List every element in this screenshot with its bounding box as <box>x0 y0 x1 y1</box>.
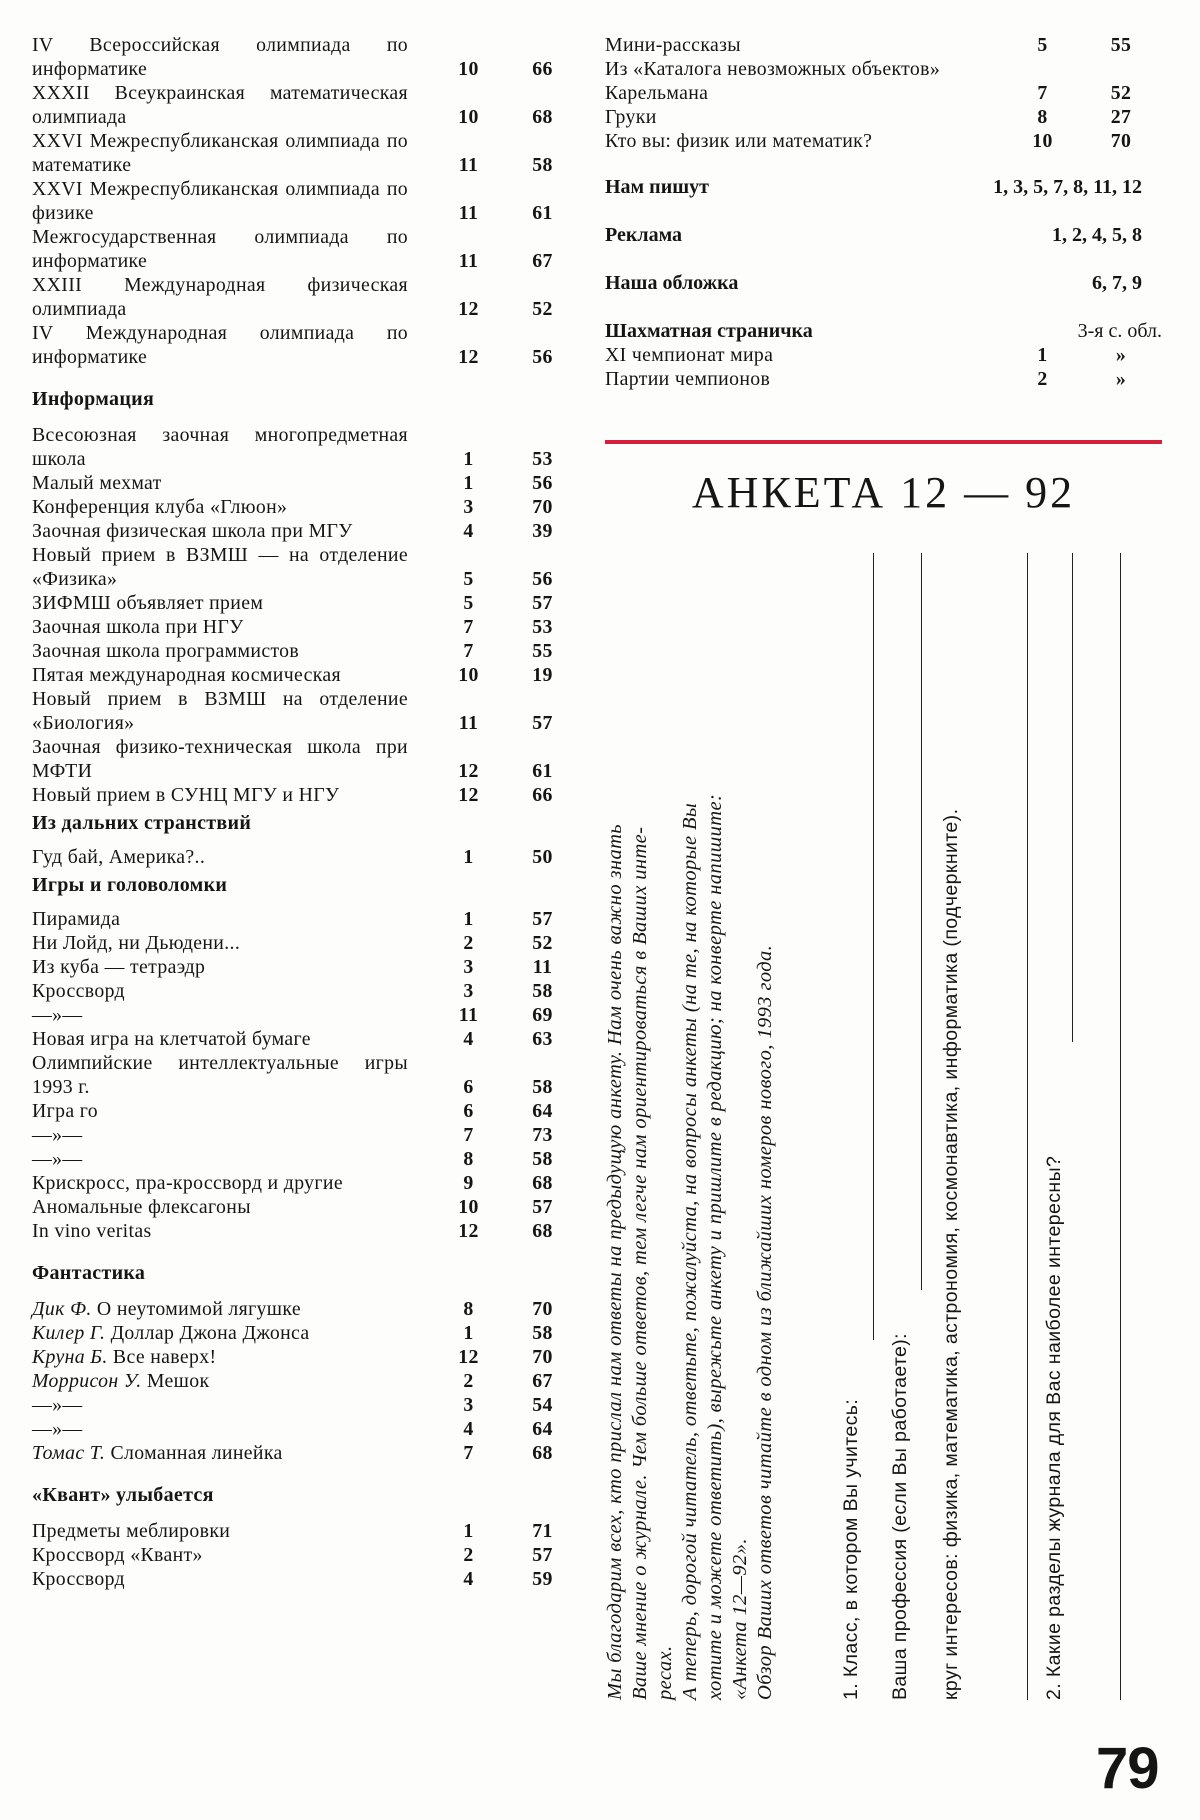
page-ref: 73 <box>532 1124 553 1146</box>
page-ref: 57 <box>532 592 553 614</box>
right-top-list <box>605 33 1162 153</box>
entry-title: Межгосударственная олимпиада по информатике <box>32 226 408 272</box>
right-sections <box>605 175 1162 295</box>
entry-title: XI чемпионат мира <box>605 344 774 366</box>
issue-number: 7 <box>463 1124 474 1146</box>
entry-title: Пятая международная космическая <box>32 664 341 686</box>
games-entry <box>32 931 580 955</box>
entry-title: XXIII Международная физическая олимпиада <box>32 274 408 320</box>
section-heading-smiles: «Квант» улыбается <box>32 1484 214 1506</box>
entry-title: XXVI Межреспубликанская олимпиада по физике <box>32 178 408 224</box>
questionnaire-intro-line: «Анкета 12—92». <box>729 1538 751 1700</box>
issue-number: 11 <box>458 712 479 734</box>
section-heading-info: Информация <box>32 388 155 410</box>
smiles-list <box>32 1519 580 1591</box>
issue-number: 1 <box>463 1322 474 1344</box>
issue-number: 3 <box>463 496 474 518</box>
fiction-entry <box>32 1417 580 1441</box>
games-list <box>32 907 580 1243</box>
fiction-entry <box>32 1441 580 1465</box>
info-entry <box>32 663 580 687</box>
page-ref: 70 <box>532 1346 553 1368</box>
games-entry <box>32 1099 580 1123</box>
page-ref: 67 <box>532 1370 553 1392</box>
section-heading: Нам пишут <box>605 176 709 198</box>
entry-title: Предметы меблировки <box>32 1520 231 1542</box>
entry-title: —»— <box>32 1148 83 1170</box>
page-ref: 64 <box>532 1100 553 1122</box>
issue-number: 11 <box>458 250 479 272</box>
info-entry <box>32 591 580 615</box>
fiction-entry <box>32 1393 580 1417</box>
issue-number: 12 <box>458 1220 479 1242</box>
issue-number: 5 <box>463 568 474 590</box>
question-interests: круг интересов: физика, математика, астрономия, космонавтика, информатика (подчеркните). <box>940 808 962 1700</box>
issue-number: 2 <box>463 932 474 954</box>
issue-number: 8 <box>463 1298 474 1320</box>
issues-section <box>605 223 1162 247</box>
games-entry <box>32 1171 580 1195</box>
entry-title: Груки <box>605 106 657 128</box>
entry-title: Круна Б. Все наверх! <box>32 1346 217 1368</box>
right-column <box>605 33 1162 391</box>
page-ref: 67 <box>532 250 553 272</box>
issue-number: 1 <box>463 1520 474 1542</box>
entry-author: Дик Ф. <box>32 1298 92 1320</box>
answer-line[interactable] <box>921 553 922 1290</box>
entry-author: Моррисон У. <box>32 1370 142 1392</box>
page-ref: 50 <box>532 846 553 868</box>
issue-number: 5 <box>463 592 474 614</box>
issue-number: 12 <box>458 298 479 320</box>
entry-title: Килер Г. Доллар Джона Джонса <box>32 1322 310 1344</box>
smiles-entry <box>32 1543 580 1567</box>
page-ref: 52 <box>532 932 553 954</box>
questionnaire-intro-line: Мы благодарим всех, кто прислал нам ответы на предыдущую анкету. Нам очень важно знать <box>604 823 626 1700</box>
question-class: 1. Класс, в котором Вы учитесь: <box>840 1398 862 1700</box>
issue-number: 9 <box>463 1172 474 1194</box>
entry-title: Малый мехмат <box>32 472 162 494</box>
chess-location: 3-я с. обл. <box>1077 320 1162 342</box>
section-heading: Наша обложка <box>605 272 739 294</box>
games-entry <box>32 1027 580 1051</box>
issue-number: 10 <box>458 1196 479 1218</box>
games-entry <box>32 1219 580 1243</box>
questionnaire-intro-line: хотите и можете ответить), вырежьте анкету и пришлите в редакцию; на конверте напишите: <box>704 793 726 1700</box>
issues-section <box>605 175 1162 199</box>
olympiad-entry <box>32 81 580 129</box>
issue-number: 8 <box>1037 106 1048 128</box>
entry-title: Заочная физико-техническая школа при МФТИ <box>32 736 408 782</box>
entry-title: Заочная школа программистов <box>32 640 300 662</box>
issue-number: 11 <box>458 154 479 176</box>
page-ref: 68 <box>532 106 553 128</box>
entry-title: ЗИФМШ объявляет прием <box>32 592 264 614</box>
fiction-list <box>32 1297 580 1465</box>
olympiad-entry <box>32 33 580 81</box>
misc-entry <box>605 129 1162 153</box>
entry-title: IV Международная олимпиада по информатике <box>32 322 408 368</box>
page-ref: 70 <box>1110 130 1132 152</box>
page-ref: 56 <box>532 472 553 494</box>
question-sections: 2. Какие разделы журнала для Вас наиболее интересны? <box>1043 1155 1065 1700</box>
issue-number: 2 <box>463 1544 474 1566</box>
issue-number: 7 <box>1037 82 1048 104</box>
entry-author: Килер Г. <box>32 1322 106 1344</box>
info-entry <box>32 495 580 519</box>
games-entry <box>32 907 580 931</box>
page-ref: 52 <box>532 298 553 320</box>
info-entry <box>32 423 580 471</box>
misc-entry <box>605 57 1162 105</box>
entry-title: —»— <box>32 1394 83 1416</box>
page-ref: 57 <box>532 1196 553 1218</box>
issue-number: 12 <box>458 1346 479 1368</box>
info-entry <box>32 519 580 543</box>
answer-line[interactable] <box>873 553 874 1340</box>
entry-title: Всесоюзная заочная многопредметная школа <box>32 424 408 470</box>
chess-entry <box>605 367 1162 391</box>
page-ref: 69 <box>532 1004 553 1026</box>
fiction-entry <box>32 1321 580 1345</box>
misc-entry <box>605 33 1162 57</box>
questionnaire-title: АНКЕТА 12 — 92 <box>691 468 1076 517</box>
chess-section <box>605 319 1162 343</box>
entry-title: Игра го <box>32 1100 98 1122</box>
entry-title: —»— <box>32 1124 83 1146</box>
entry-title: Новый прием в СУНЦ МГУ и НГУ <box>32 784 340 806</box>
issue-number: 1 <box>463 472 474 494</box>
fiction-entry <box>32 1345 580 1369</box>
issue-number: 10 <box>1032 130 1053 152</box>
issue-number: 1 <box>463 448 474 470</box>
entry-title: —»— <box>32 1418 83 1440</box>
entry-title: Кроссворд <box>32 1568 125 1590</box>
games-entry <box>32 1123 580 1147</box>
issue-number: 1 <box>463 908 474 930</box>
games-entry <box>32 955 580 979</box>
page-ref: 39 <box>532 520 553 542</box>
page-ref: 52 <box>1110 82 1132 104</box>
issue-number: 4 <box>463 1568 474 1590</box>
entry-title: Партии чемпионов <box>605 368 771 390</box>
entry-title: Мини-рассказы <box>605 34 741 56</box>
issue-number: 12 <box>458 760 479 782</box>
entry-title: Из «Каталога невозможных объектов» Карельмана <box>605 58 941 104</box>
red-divider <box>605 440 1162 444</box>
page-ref: 57 <box>532 908 553 930</box>
issue-number: 4 <box>463 1028 474 1050</box>
travel-entry <box>32 845 580 869</box>
smiles-entry <box>32 1519 580 1543</box>
olympiad-entry <box>32 177 580 225</box>
entry-title: Дик Ф. О неутомимой лягушке <box>32 1298 301 1320</box>
chess-heading: Шахматная страничка <box>605 320 813 342</box>
page-ref: 57 <box>532 1544 553 1566</box>
issue-number: 4 <box>463 520 474 542</box>
section-heading-games: Игры и головоломки <box>32 874 228 896</box>
travel-list <box>32 845 580 869</box>
issue-number: 3 <box>463 980 474 1002</box>
page-ref: 58 <box>532 1076 553 1098</box>
misc-entry <box>605 105 1162 129</box>
issue-number: 6 <box>463 1100 474 1122</box>
answer-line[interactable] <box>1120 553 1121 1700</box>
page-ref: 68 <box>532 1220 553 1242</box>
page-ref: 55 <box>532 640 553 662</box>
entry-title: XXVI Межреспубликанская олимпиада по математике <box>32 130 408 176</box>
issue-number: 12 <box>458 784 479 806</box>
issue-number: 2 <box>1037 368 1048 390</box>
entry-title: Новая игра на клетчатой бумаге <box>32 1028 311 1050</box>
answer-line[interactable] <box>1027 553 1028 1700</box>
olympiads-list <box>32 33 580 369</box>
info-entry <box>32 735 580 783</box>
entry-title: Заочная физическая школа при МГУ <box>32 520 353 542</box>
page-ref: 64 <box>532 1418 553 1440</box>
page-ref: 71 <box>532 1520 553 1542</box>
issue-number: 7 <box>463 1442 474 1464</box>
info-entry <box>32 783 580 807</box>
entry-title: XXXII Всеукраинская математическая олимпиада <box>32 82 408 128</box>
questionnaire-intro-line: ресах. <box>654 1645 676 1700</box>
issue-number: 10 <box>458 106 479 128</box>
issue-number: 11 <box>458 202 479 224</box>
info-entry <box>32 639 580 663</box>
entry-title: Заочная школа при НГУ <box>32 616 244 638</box>
section-heading-fiction: Фантастика <box>32 1262 146 1284</box>
fiction-entry <box>32 1297 580 1321</box>
entry-title: In vino veritas <box>32 1220 152 1242</box>
page-ref: 66 <box>532 58 553 80</box>
entry-title: Из куба — тетраэдр <box>32 956 206 978</box>
page-ref: 58 <box>532 154 553 176</box>
games-entry <box>32 1147 580 1171</box>
questionnaire-intro-line: Обзор Ваших ответов читайте в одном из ближайших номеров нового, 1993 года. <box>754 944 776 1700</box>
issue-list: 1, 2, 4, 5, 8 <box>1052 224 1142 246</box>
entry-title: IV Всероссийская олимпиада по информатике <box>32 34 408 80</box>
games-entry <box>32 1051 580 1099</box>
question-profession: Ваша профессия (если Вы работаете): <box>889 1333 911 1700</box>
issue-number: 12 <box>458 346 479 368</box>
answer-line[interactable] <box>1072 553 1073 1042</box>
entry-title: Крискросс, пра-кроссворд и другие <box>32 1172 343 1194</box>
issue-number: 5 <box>1037 34 1048 56</box>
olympiad-entry <box>32 225 580 273</box>
entry-title: Конференция клуба «Глюон» <box>32 496 288 518</box>
page-ref: 63 <box>532 1028 553 1050</box>
olympiad-entry <box>32 129 580 177</box>
fiction-entry <box>32 1369 580 1393</box>
entry-title: Новый прием в ВЗМШ на отделение «Биология» <box>32 688 408 734</box>
page-ref: 58 <box>532 1148 553 1170</box>
games-entry <box>32 1195 580 1219</box>
left-column <box>32 33 580 1591</box>
page-ref: 19 <box>532 664 553 686</box>
page-ref: 61 <box>532 202 553 224</box>
entry-title: Ни Лойд, ни Дьюдени... <box>32 932 241 954</box>
issue-list: 1, 3, 5, 7, 8, 11, 12 <box>993 176 1142 198</box>
entry-title: Новый прием в ВЗМШ — на отделение «Физика» <box>32 544 408 590</box>
issue-number: 2 <box>463 1370 474 1392</box>
info-entry <box>32 687 580 735</box>
info-entry <box>32 543 580 591</box>
chess-list <box>605 343 1162 391</box>
info-list <box>32 423 580 807</box>
issue-number: 7 <box>463 616 474 638</box>
page-ref: 68 <box>532 1172 553 1194</box>
questionnaire-intro-line: Ваше мнение о журнале. Чем больше ответов, тем легче нам ориентироваться в Ваших инте- <box>629 826 651 1700</box>
page-ref: 58 <box>532 1322 553 1344</box>
issue-number: 10 <box>458 58 479 80</box>
info-entry <box>32 615 580 639</box>
page-ref: 66 <box>532 784 553 806</box>
page-ref: 56 <box>532 346 553 368</box>
games-entry <box>32 1003 580 1027</box>
page-ref: 59 <box>532 1568 553 1590</box>
games-entry <box>32 979 580 1003</box>
entry-title: Кто вы: физик или математик? <box>605 130 873 152</box>
olympiad-entry <box>32 273 580 321</box>
page-ref: 53 <box>532 616 553 638</box>
issue-number: 7 <box>463 640 474 662</box>
section-heading: Реклама <box>605 224 683 246</box>
issue-number: 1 <box>1037 344 1048 366</box>
page-ref: 70 <box>532 1298 553 1320</box>
issue-number: 11 <box>458 1004 479 1026</box>
issue-number: 6 <box>463 1076 474 1098</box>
page-number: 79 <box>1096 1736 1159 1801</box>
issue-list: 6, 7, 9 <box>1092 272 1142 294</box>
page-ref: 61 <box>532 760 553 782</box>
issue-number: 1 <box>463 846 474 868</box>
page-ref: 11 <box>532 956 553 978</box>
issues-section <box>605 271 1162 295</box>
page-ref: 70 <box>532 496 553 518</box>
entry-title: —»— <box>32 1004 83 1026</box>
page-ref: 56 <box>532 568 553 590</box>
entry-title: Гуд бай, Америка?.. <box>32 846 206 868</box>
entry-title: Кроссворд <box>32 980 125 1002</box>
entry-title: Моррисон У. Мешок <box>32 1370 210 1392</box>
issue-number: 8 <box>463 1148 474 1170</box>
page-ref: 55 <box>1110 34 1132 56</box>
page-ref: 53 <box>532 448 553 470</box>
entry-author: Круна Б. <box>32 1346 108 1368</box>
issue-number: 3 <box>463 956 474 978</box>
page-ref: 27 <box>1110 106 1132 128</box>
issue-number: 10 <box>458 664 479 686</box>
page-ref: » <box>1115 368 1127 390</box>
entry-title: Пирамида <box>32 908 121 930</box>
entry-author: Томас Т. <box>32 1442 106 1464</box>
entry-title: Олимпийские интеллектуальные игры 1993 г. <box>32 1052 408 1098</box>
page-ref: 57 <box>532 712 553 734</box>
entry-title: Аномальные флексагоны <box>32 1196 251 1218</box>
smiles-entry <box>32 1567 580 1591</box>
issue-number: 3 <box>463 1394 474 1416</box>
chess-entry <box>605 343 1162 367</box>
entry-title: Кроссворд «Квант» <box>32 1544 203 1566</box>
section-heading-travel: Из дальних странствий <box>32 812 252 834</box>
questionnaire-intro-line: А теперь, дорогой читатель, ответьте, пожалуйста, на вопросы анкеты (на те, на которые Вы <box>679 802 701 1700</box>
info-entry <box>32 471 580 495</box>
entry-title: Томас Т. Сломанная линейка <box>32 1442 283 1464</box>
olympiad-entry <box>32 321 580 369</box>
page-ref: » <box>1115 344 1127 366</box>
page-ref: 58 <box>532 980 553 1002</box>
page-ref: 54 <box>532 1394 553 1416</box>
issue-number: 4 <box>463 1418 474 1440</box>
page-ref: 68 <box>532 1442 553 1464</box>
